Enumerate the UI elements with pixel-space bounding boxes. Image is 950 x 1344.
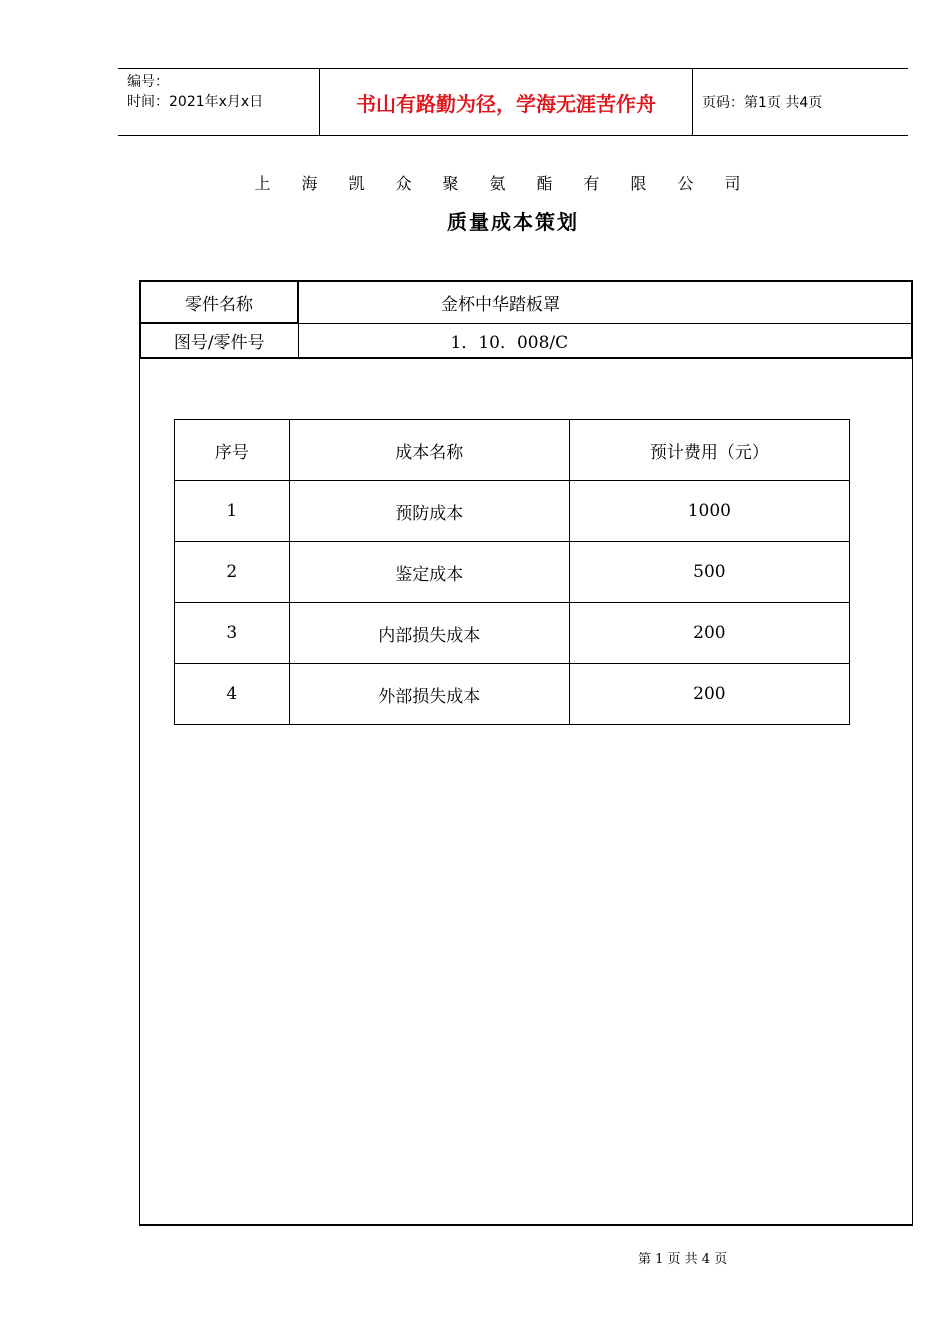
col-header-estimated-cost: 预计费用（元） <box>569 420 849 481</box>
document-title: 质量成本策划 <box>447 210 579 234</box>
table-row <box>175 664 850 725</box>
cell-estimated-cost: 1000 <box>569 481 849 542</box>
cost-table <box>174 419 850 725</box>
cell-cost-name: 内部损失成本 <box>289 603 569 664</box>
cell-index: 2 <box>175 542 290 603</box>
part-name-label: 零件名称 <box>140 281 298 323</box>
header-page-number: 页码：第1页 共4页 <box>702 95 823 111</box>
header-meta <box>127 72 263 112</box>
cell-index: 4 <box>175 664 290 725</box>
header-divider-right <box>692 69 693 136</box>
doc-time-label: 时间：2021年x月x日 <box>127 94 264 110</box>
header-bottom-rule <box>118 135 908 136</box>
table-row <box>175 481 850 542</box>
cell-index: 3 <box>175 603 290 664</box>
cell-cost-name: 预防成本 <box>289 481 569 542</box>
part-info-table <box>139 280 913 359</box>
footer-page-number: 第 1 页 共 4 页 <box>638 1252 728 1267</box>
table-row <box>175 603 850 664</box>
doc-number-label: 编号： <box>127 74 169 90</box>
cost-table-header <box>175 420 850 481</box>
header-motto: 书山有路勤为径，学海无涯苦作舟 <box>356 92 656 116</box>
col-header-index: 序号 <box>175 420 290 481</box>
cell-index: 1 <box>175 481 290 542</box>
part-number-row <box>140 323 912 358</box>
cell-estimated-cost: 200 <box>569 664 849 725</box>
cell-estimated-cost: 200 <box>569 603 849 664</box>
cell-cost-name: 外部损失成本 <box>289 664 569 725</box>
part-number-label: 图号/零件号 <box>140 323 298 358</box>
header-top-rule <box>118 68 908 69</box>
part-number-value: 1．10．008/C <box>298 323 912 358</box>
part-name-value: 金杯中华踏板罩 <box>298 281 912 323</box>
company-name: 上海凯众聚氨酯有限公司 <box>254 174 772 193</box>
part-name-row <box>140 281 912 323</box>
col-header-cost-name: 成本名称 <box>289 420 569 481</box>
cell-estimated-cost: 500 <box>569 542 849 603</box>
cell-cost-name: 鉴定成本 <box>289 542 569 603</box>
table-row <box>175 542 850 603</box>
